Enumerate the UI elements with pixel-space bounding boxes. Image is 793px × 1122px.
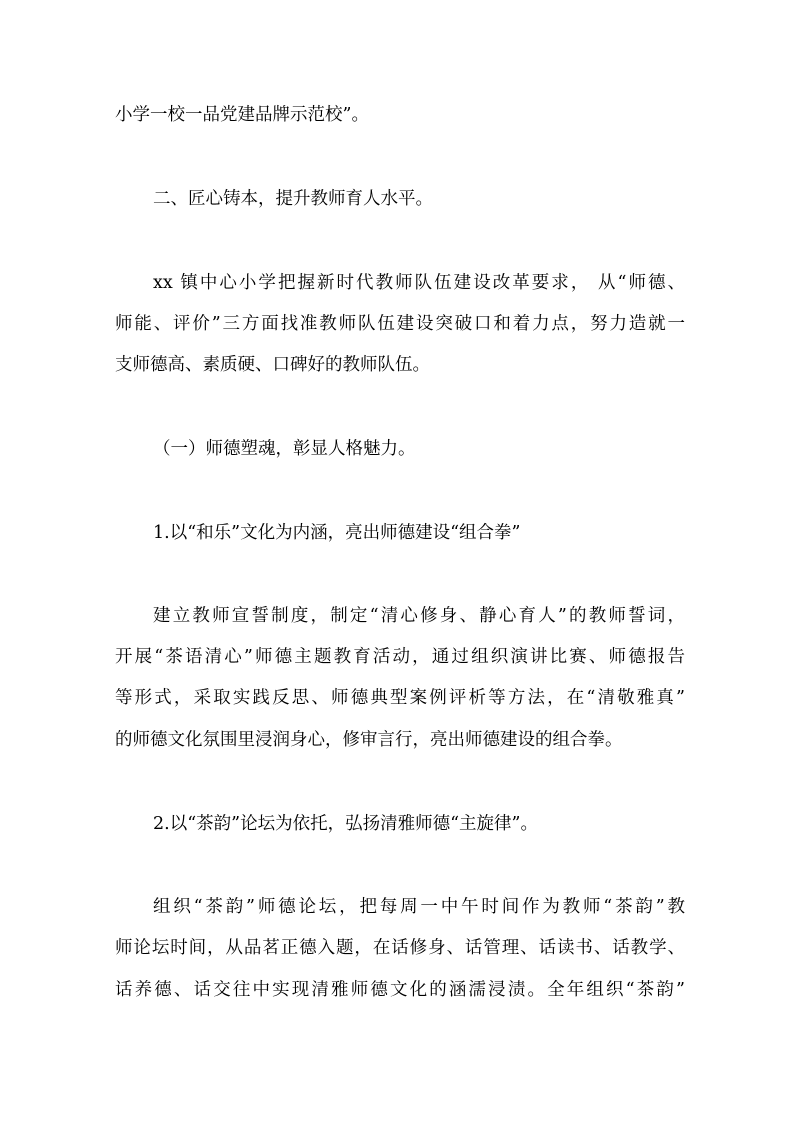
paragraph-line: xx 镇中心小学把握新时代教师队伍建设改革要求， 从“师德、 xyxy=(153,273,685,293)
sub-heading: （一）师德塑魂，彰显人格魅力。 xyxy=(153,439,416,459)
paragraph-line: 师能、评价”三方面找准教师队伍建设突破口和着力点，努力造就一 xyxy=(115,314,685,334)
continuation-line: 小学一校一品党建品牌示范校”。 xyxy=(115,105,369,125)
paragraph-line: 支师德高、素质硬、口碑好的教师队伍。 xyxy=(115,355,430,375)
section-heading: 二、匠心铸本，提升教师育人水平。 xyxy=(153,189,433,209)
paragraph-line: 话养德、话交往中实现清雅师德文化的涵濡浸渍。全年组织“茶韵” xyxy=(115,980,685,1000)
paragraph-line: 师论坛时间，从品茗正德入题，在话修身、话管理、话读书、话教学、 xyxy=(115,938,685,958)
item-title: 2.以“茶韵”论坛为依托，弘扬清雅师德“主旋律”。 xyxy=(153,814,538,834)
paragraph-line: 建立教师宣誓制度，制定“清心修身、静心育人”的教师誓词， xyxy=(153,606,685,626)
paragraph-line: 开展“茶语清心”师德主题教育活动，通过组织演讲比赛、师德报告 xyxy=(115,647,685,667)
paragraph-line: 等形式，采取实践反思、师德典型案例评析等方法，在“清敬雅真” xyxy=(115,688,685,708)
paragraph-line: 的师德文化氛围里浸润身心，修审言行，亮出师德建设的组合拳。 xyxy=(115,730,623,750)
paragraph-line: 组织“茶韵”师德论坛，把每周一中午时间作为教师“茶韵”教 xyxy=(153,897,685,917)
item-title: 1.以“和乐”文化为内涵，亮出师德建设“组合拳” xyxy=(153,523,521,543)
